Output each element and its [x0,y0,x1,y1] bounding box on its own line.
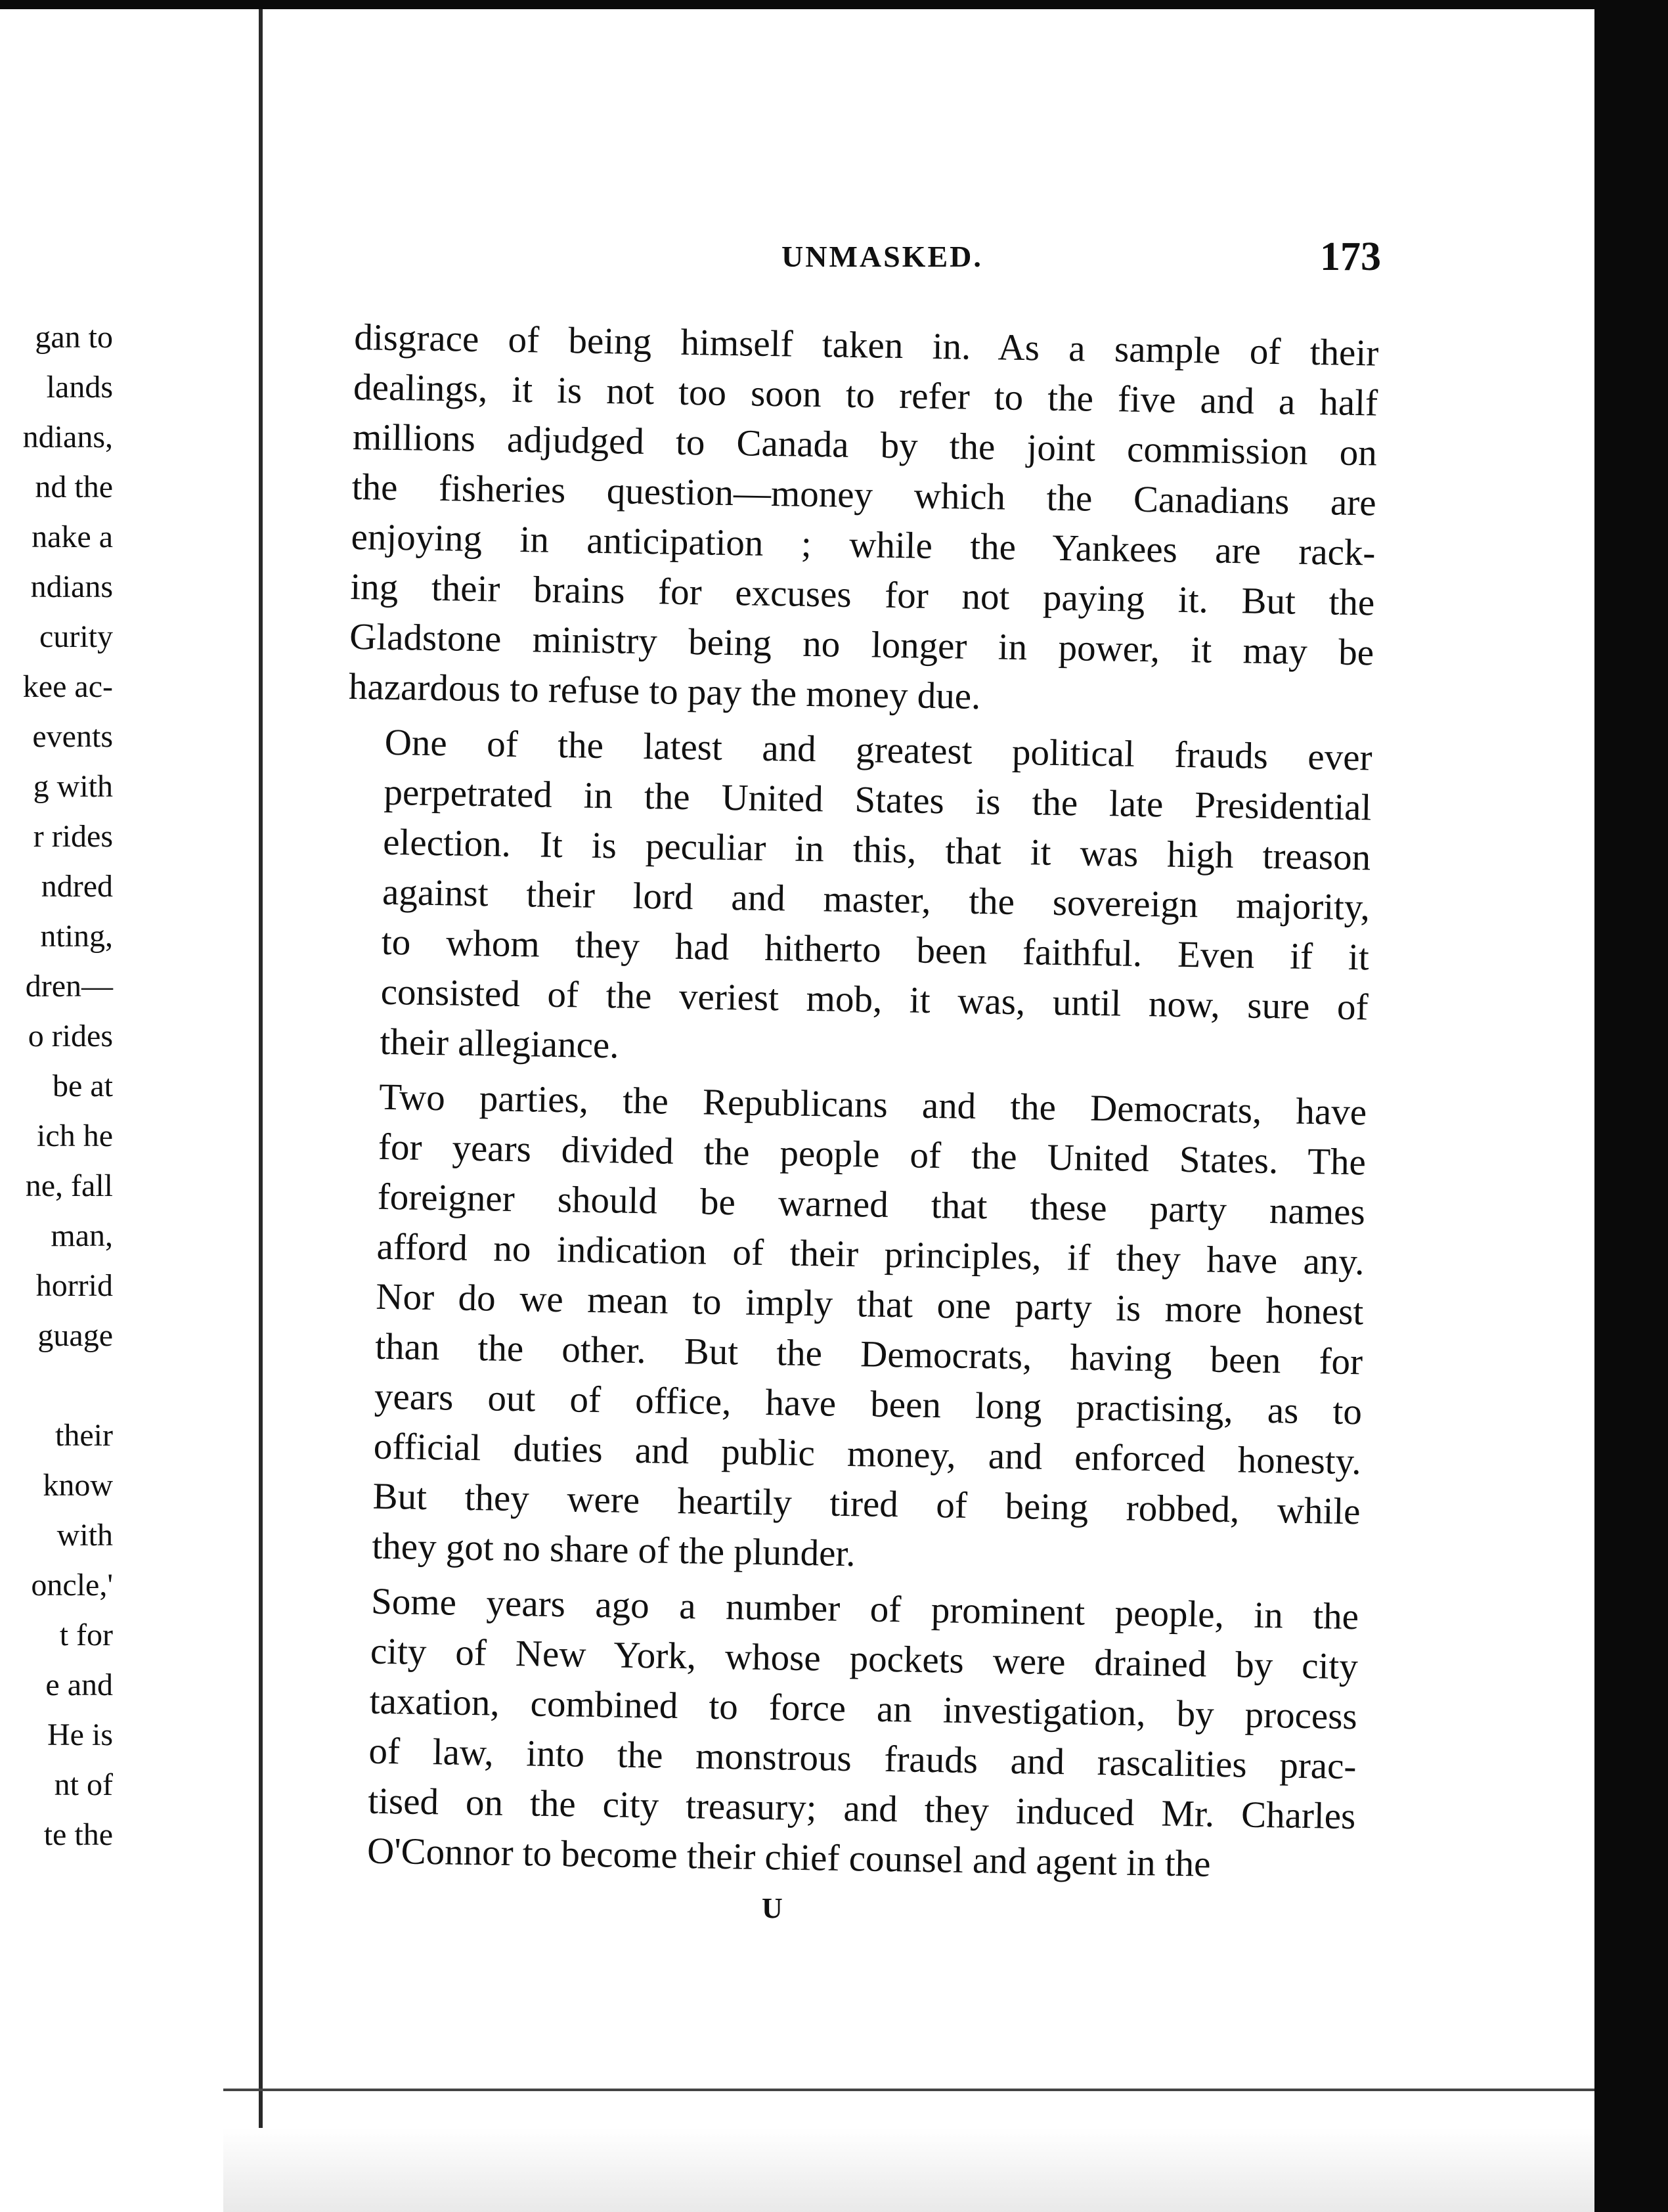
text-line: millions adjudged to Canada by the joint commission on [352,416,1378,474]
left-page-line: events [32,719,113,754]
text-line: of law, into the monstrous frauds and rascalities prac- [368,1730,1357,1788]
text-line: consisted of the veriest mob, it was, until now, sure of [380,971,1369,1029]
text-line: One of the latest and greatest political frauds ever [384,721,1373,779]
paragraph [335,1072,1367,1587]
left-page-line: nd the [35,470,113,504]
left-page-line: man, [51,1218,113,1253]
left-page-line: with [56,1518,113,1553]
text-line: the fisheries question—money which the Canadians are [351,466,1377,524]
left-page-line: o rides [28,1019,113,1053]
left-page-line: te the [43,1817,113,1852]
left-page-line: He is [47,1717,113,1752]
paragraph [348,313,1378,728]
text-line: than the other. But the Democrats, having been for [374,1325,1363,1383]
text-line: ing their brains for excuses for not paying it. But the [349,565,1375,624]
text-line: taxation, combined to force an investigation, by process [369,1680,1358,1738]
text-line: years out of office, have been long practising, as to [374,1375,1363,1433]
page-bottom-shade [223,2128,1596,2212]
text-line: their allegiance. [380,1021,619,1067]
running-head: UNMASKED. [781,240,983,273]
signature-mark: U [762,1892,783,1924]
text-line: Nor do we mean to imply that one party is more honest [375,1275,1364,1333]
paragraph [330,1576,1359,1891]
left-page-line: lands [46,370,113,405]
page-body-text [330,313,1378,1897]
text-line: hazardous to refuse to pay the money due. [348,665,981,718]
left-page-line: t for [59,1618,113,1652]
scan-right-border [1594,0,1668,2212]
text-line: Two parties, the Republicans and the Democrats, have [378,1076,1367,1134]
left-page-line: dren— [25,969,113,1004]
left-page-line [0,1361,113,1411]
text-line: city of New York, whose pockets were drained by city [370,1630,1359,1688]
text-line: disgrace of being himself taken in. As a sample of their [353,316,1379,374]
text-line: Some years ago a number of prominent people, in the [370,1580,1359,1638]
facing-page-left [0,9,257,2212]
left-page-line: be at [53,1069,113,1103]
page-number: 173 [1320,234,1381,279]
left-page-line: ich he [37,1118,113,1153]
left-page-line: nting, [40,919,113,954]
left-page-line: r rides [33,819,113,854]
paragraph [343,717,1372,1082]
text-line: they got no share of the plunder. [372,1525,856,1575]
left-page-line: know [43,1468,113,1503]
text-line: Gladstone ministry being no longer in power, it may be [349,615,1374,674]
scan-top-border [0,0,1668,9]
text-line: election. It is peculiar in this, that it was high treason [382,821,1371,879]
left-page-line: ndians, [22,420,113,454]
left-page-line: g with [33,769,113,804]
text-line: dealings, it is not too soon to refer to the five and a half [353,366,1378,424]
left-page-line: their [55,1418,113,1453]
left-page-line: gan to [35,320,113,355]
text-line: O'Connor to become their chief counsel and agent in the [366,1830,1212,1885]
left-page-line: oncle,' [31,1568,113,1603]
left-page-line: kee ac- [22,669,113,704]
text-line: for years divided the people of the United States. The [378,1126,1367,1183]
left-page-line: ne, fall [25,1168,113,1203]
text-line: against their lord and master, the sovereign majority, [382,871,1371,929]
left-page-line: nt of [54,1767,113,1802]
text-line: to whom they had hitherto been faithful. Even if it [381,921,1370,979]
left-page-text-column [0,313,113,1860]
text-line: perpetrated in the United States is the late Presidential [384,771,1372,829]
page-bottom-edge [223,2089,1594,2091]
left-page-line: ndred [41,869,113,904]
left-page-line: curity [39,619,113,654]
left-page-line: ndians [30,569,113,604]
text-line: enjoying in anticipation ; while the Yankees are rack- [351,516,1376,574]
text-line: afford no indication of their principles, if they have any. [376,1226,1365,1283]
left-page-line: horrid [35,1268,113,1303]
text-line: tised on the city treasury; and they induced Mr. Charles [367,1780,1356,1838]
text-line: But they were heartily tired of being robbed, while [372,1475,1361,1533]
left-page-line: e and [45,1668,113,1702]
left-page-line: nake a [32,520,113,554]
text-line: foreigner should be warned that these party names [377,1176,1366,1233]
left-page-line: guage [37,1318,113,1353]
text-line: official duties and public money, and enforced honesty. [373,1425,1362,1483]
